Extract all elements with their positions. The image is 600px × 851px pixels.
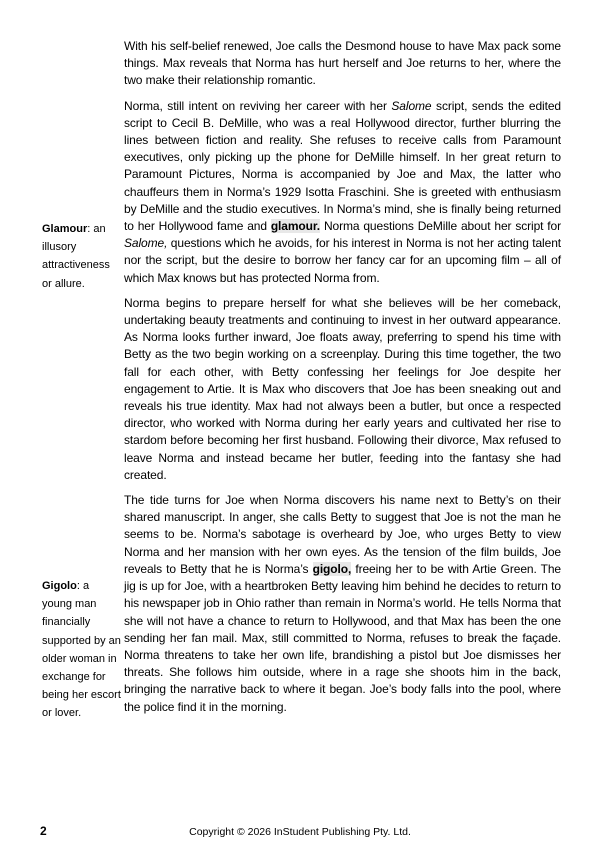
note-definition: : a young man financially supported by an older woman in exchange for being her escort or lover. [42,580,121,720]
paragraph [124,38,561,90]
text-run: Norma questions DeMille about her script for [320,219,561,234]
page-number: 2 [40,824,47,838]
text-run: Norma begins to prepare herself for what she believes will be her comeback, undertaking beauty treatments and continuing to invest in her outward appearance. As Norma looks further inward, Joe floats away, preferring to spend his time with Betty as the two begin working on a screenplay. During this time together, the two fall for each other, with Betty confessing her feelings for Joe despite her engagement to Artie. It is Max who discovers that Joe has been sneaking out and reveals his true identity. Max had not always been a butler, but once a respected director, who worked with Norma during her early years and cultivated her rise to stardom before becoming her first husband. Following their divorce, Max refused to leave Norma and instead became her butler, feeding into the fantasy she had created. [124,295,561,482]
paragraph [124,295,561,484]
text-run: script, sends the edited script to Cecil B. DeMille, who was a real Hollywood director, further blurring the lines between fiction and reality. She refuses to receive calls from Paramount executives, only picking up the phone for DeMille himself. In her great return to Paramount Pictures, Norma is accompanied by Joe and Max, the latter who chauffeurs them in Norma’s 1929 Isotta Fraschini. She is greeted with enthusiasm by DeMille and the studio executives. In Norma’s mind, she is finally being returned to her Hollywood fame and [124,98,561,234]
italic-film-title: Salome, [124,236,168,251]
italic-film-title: Salome [391,98,432,113]
text-run: Norma, still intent on reviving her career with her [124,98,392,113]
text-run: With his self-belief renewed, Joe calls the Desmond house to have Max pack some things. Max reveals that Norma has hurt herself and Joe returns to her, where the two make their relationship romantic. [124,39,561,88]
copyright-line: Copyright © 2026 InStudent Publishing Pty. Ltd. [189,826,411,838]
text-run: freeing her to be with Artie Green. The jig is up for Joe, with a heartbroken Betty leaving him behind he decides to return to his newspaper job in Ohio rather than remain in Norma’s world. He tells Norma that she will not have a chance to return to Hollywood, and that Max has been the one sending her fan mail. Max, still committed to Norma, refuses to break the façade. Norma threatens to take her own life, brandishing a pistol but Joe dismisses her threats. She follows him outside, where in a rage she shoots him in the back, bringing the narrative back to where it began. Joe’s body falls into the pool, where the police find it in the morning. [124,561,562,714]
highlighted-glossary-term: gigolo, [312,561,352,576]
note-term: Glamour [42,223,88,235]
text-run: The tide turns for Joe when Norma discovers his name next to Betty’s on their shared manuscript. In anger, she calls Betty to suggest that Joe is not the man he seems to be. Norma’s sabotage is overheard by Joe, who urges Betty to view Norma and her mansion with her own eyes. As the tension of the film builds, Joe reveals to Betty that he is Norma’s [124,493,561,576]
margin-note [42,577,122,723]
body-text-column [124,38,561,724]
paragraph [124,492,561,716]
margin-note [42,220,122,293]
paragraph [124,98,561,287]
note-definition: : an illusory attractiveness or allure. [42,223,110,290]
highlighted-glossary-term: glamour. [270,219,321,234]
text-run: questions which he avoids, for his interest in Norma is not her acting talent nor the script, but the desire to borrow her fancy car for an upcoming film – all of which Max knows but has protected Norma from. [124,236,561,285]
note-term: Gigolo [42,580,77,592]
